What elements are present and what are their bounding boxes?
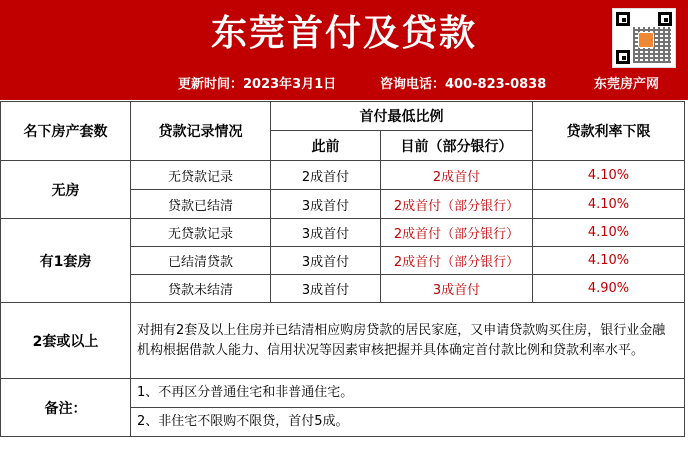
two-plus-row <box>1 303 685 379</box>
group-label: 无房 <box>1 161 131 219</box>
remark-row <box>1 379 685 408</box>
two-plus-label: 2套或以上 <box>1 303 131 379</box>
remarks-label: 备注： <box>1 379 131 437</box>
header-current: 目前（部分银行） <box>381 131 533 161</box>
remark-item: 2、非住宅不限购不限贷，首付5成。 <box>131 408 685 437</box>
loan-record: 已结清贷款 <box>131 247 271 275</box>
table-row <box>1 161 685 190</box>
qr-finder-icon <box>616 50 630 64</box>
loan-record: 无贷款记录 <box>131 161 271 190</box>
loan-record: 无贷款记录 <box>131 219 271 247</box>
before-ratio: 2成首付 <box>271 161 381 190</box>
header-houses: 名下房产套数 <box>1 102 131 161</box>
qr-finder-icon <box>616 12 630 26</box>
before-ratio: 3成首付 <box>271 275 381 303</box>
loan-record: 贷款未结清 <box>131 275 271 303</box>
rate-value: 4.10% <box>533 219 685 247</box>
header-banner <box>0 0 688 100</box>
header-row <box>1 102 685 131</box>
two-plus-text: 对拥有2套及以上住房并已结清相应购房贷款的居民家庭，又申请贷款购买住房，银行业金融机构根据借款人能力、信用状况等因素审核把握并具体确定首付款比例和贷款利率水平。 <box>131 303 685 379</box>
current-ratio: 2成首付 <box>381 161 533 190</box>
header-rate: 贷款利率下限 <box>533 102 685 161</box>
rate-value: 4.10% <box>533 190 685 219</box>
before-ratio: 3成首付 <box>271 247 381 275</box>
before-ratio: 3成首付 <box>271 190 381 219</box>
rate-value: 4.10% <box>533 247 685 275</box>
consult-phone: 咨询电话：400-823-0838 <box>380 77 547 92</box>
header-before: 此前 <box>271 131 381 161</box>
header-min-down: 首付最低比例 <box>271 102 533 131</box>
qr-logo-icon <box>638 32 654 48</box>
loan-table <box>0 101 685 437</box>
header-loan-record: 贷款记录情况 <box>131 102 271 161</box>
rate-value: 4.10% <box>533 161 685 190</box>
update-time: 更新时间：2023年3月1日 <box>178 77 337 92</box>
qr-finder-icon <box>658 12 672 26</box>
site-name: 东莞房产网 <box>594 77 660 92</box>
table-row <box>1 219 685 247</box>
current-ratio: 2成首付（部分银行） <box>381 247 533 275</box>
group-label: 有1套房 <box>1 219 131 303</box>
before-ratio: 3成首付 <box>271 219 381 247</box>
remark-item: 1、不再区分普通住宅和非普通住宅。 <box>131 379 685 408</box>
current-ratio: 2成首付（部分银行） <box>381 190 533 219</box>
current-ratio: 2成首付（部分银行） <box>381 219 533 247</box>
page-title: 东莞首付及贷款 <box>210 12 477 54</box>
info-bar <box>0 72 688 98</box>
loan-record: 贷款已结清 <box>131 190 271 219</box>
current-ratio: 3成首付 <box>381 275 533 303</box>
qr-code-icon[interactable] <box>612 8 676 68</box>
rate-value: 4.90% <box>533 275 685 303</box>
